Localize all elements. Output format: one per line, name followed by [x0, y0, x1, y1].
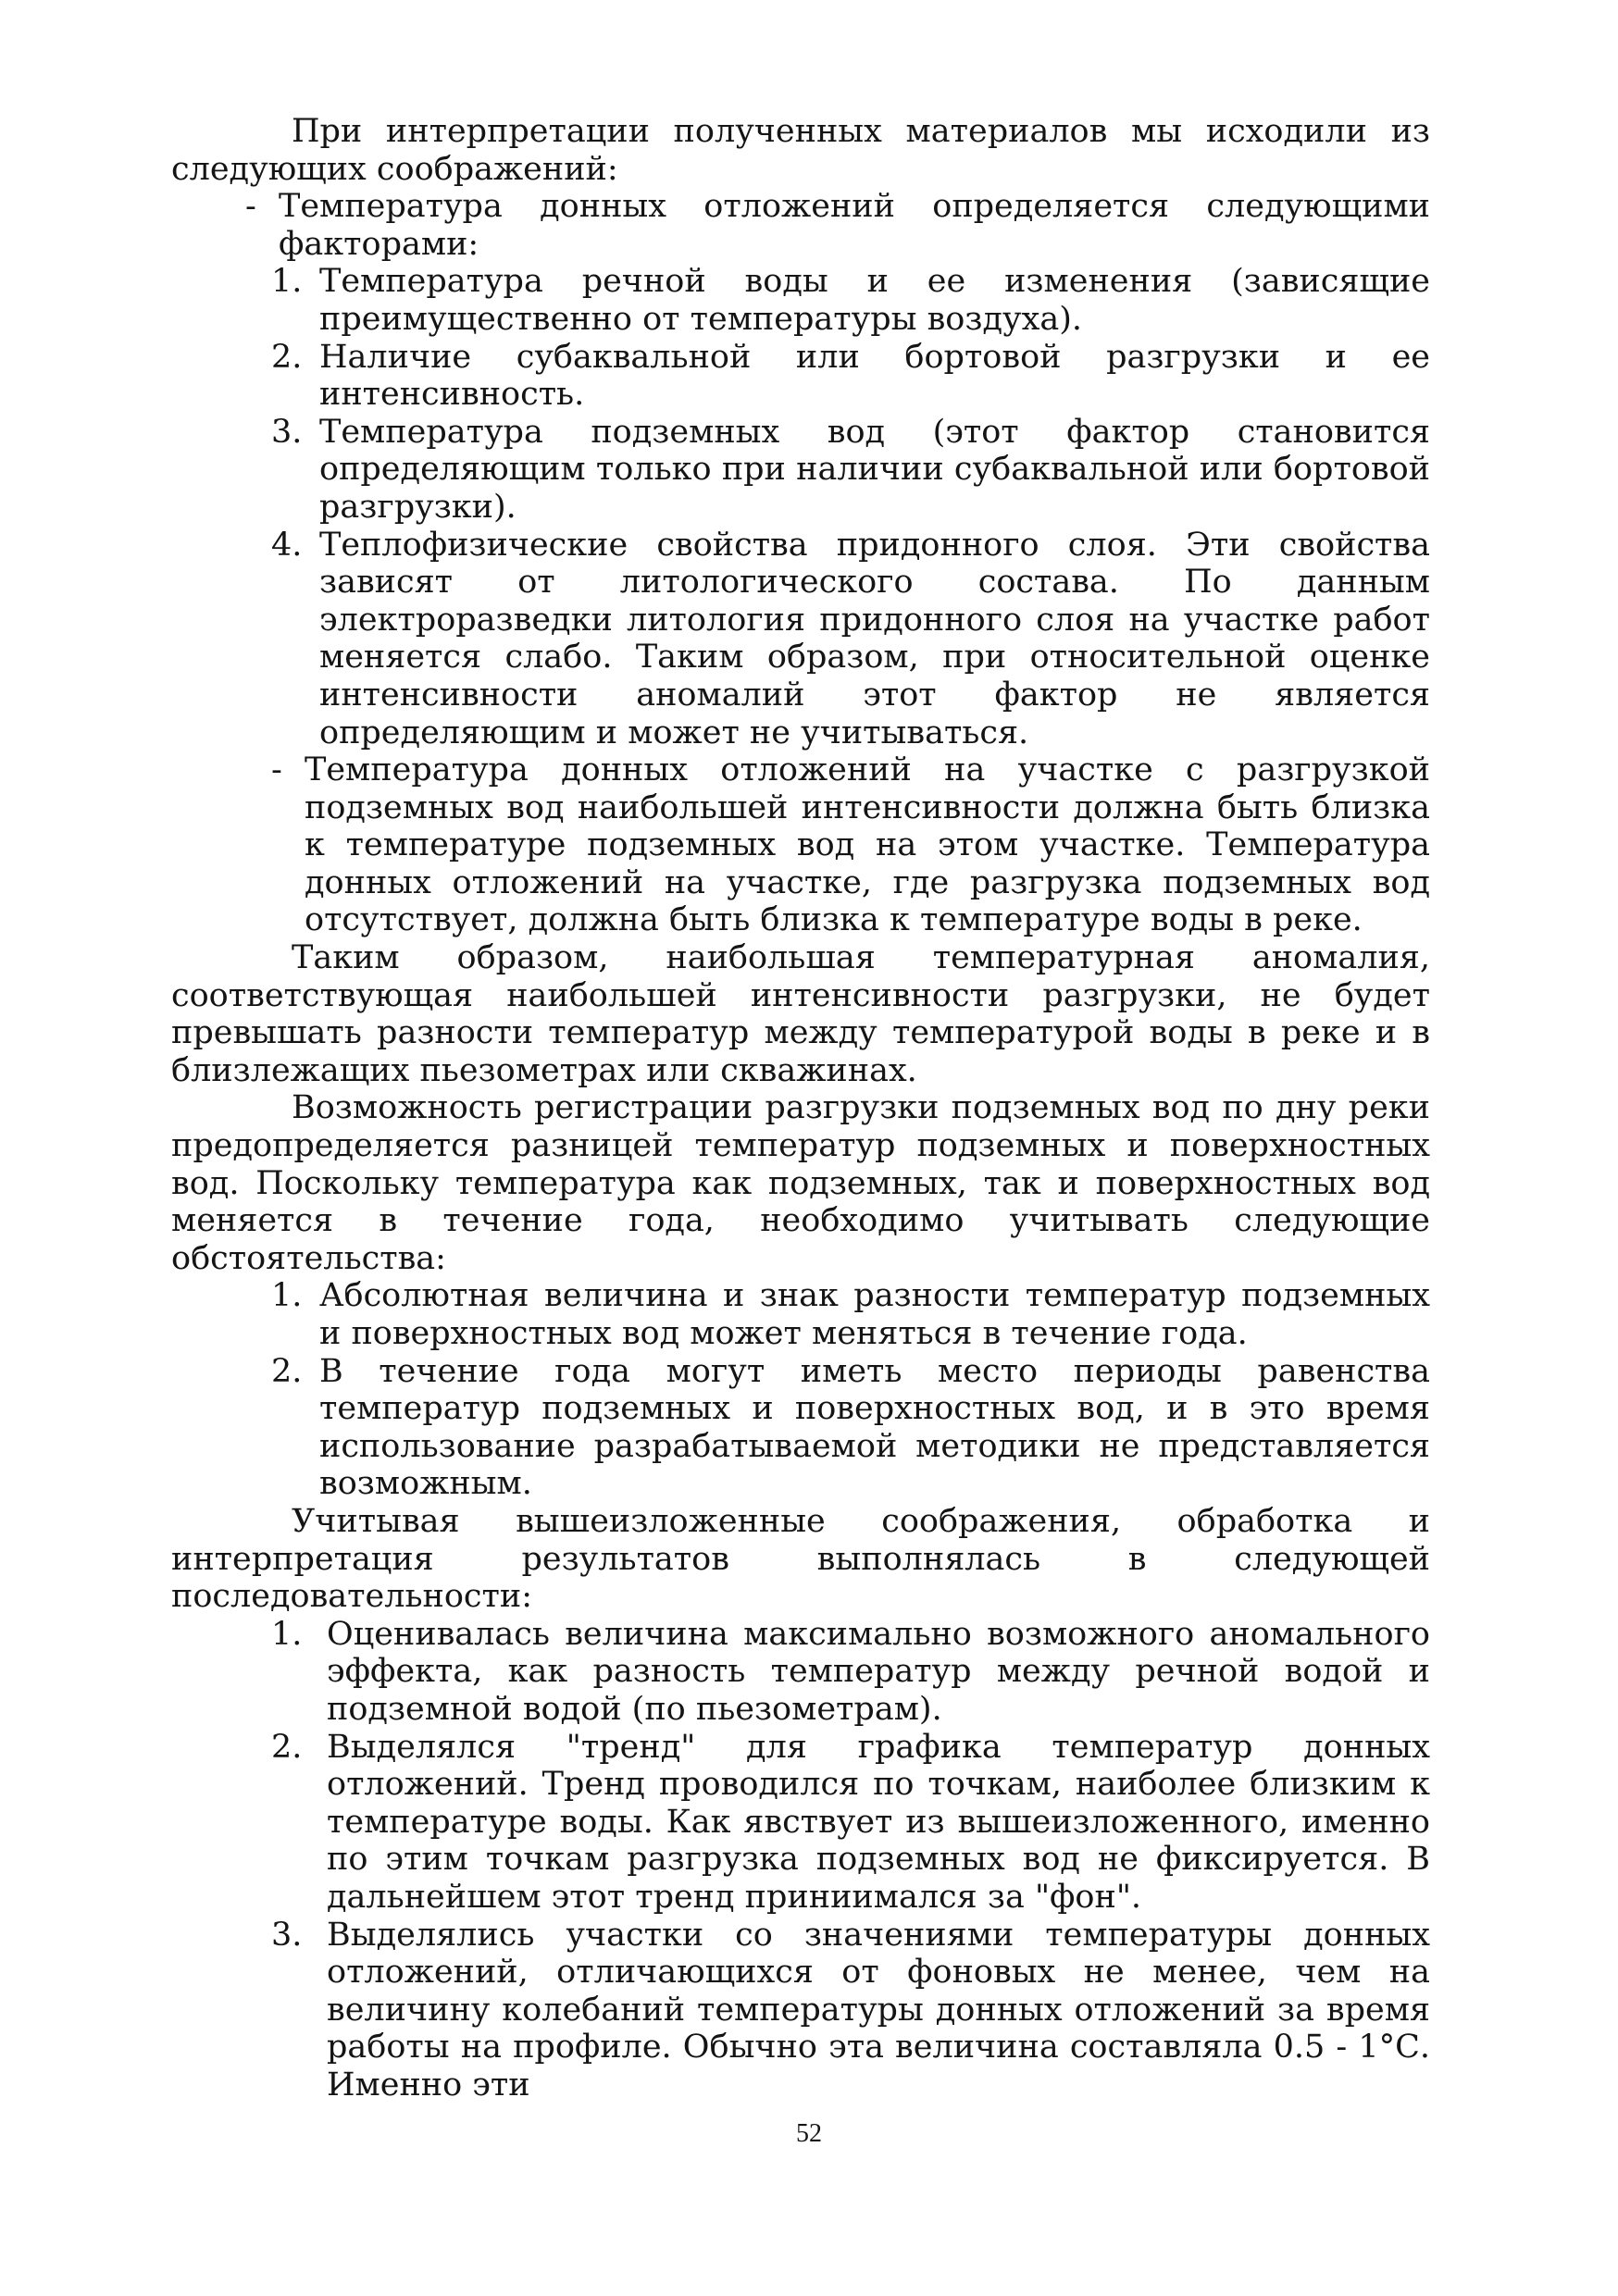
intro-paragraph: При интерпретации полученных материалов мы исходили из следующих соображений: — [171, 113, 1430, 188]
factor-text: Теплофизические свойства придонного слоя. Эти свойства зависят от литологического состава. По данным электроразведки литология придонного слоя на участке работ меняется слабо. Таким образом, при относительной оценке интенсивности аномалий этот фактор не является определяющим и может не учитываться. — [319, 526, 1430, 751]
step-text: Выделялись участки со значениями температуры донных отложений, отличающихся от фоновых не менее, чем на величину колебаний температуры донных отложений за время работы на профиле. Обычно эта величина составляла 0.5 - 1°С. Именно эти — [327, 1916, 1430, 2104]
text-column — [171, 113, 1430, 2104]
step-item — [171, 1917, 1430, 2104]
circumstance-text: В течение года могут иметь место периоды равенства температур подземных и поверхностных вод, и в это время использование разрабатываемой методики не представляется возможным. — [319, 1352, 1430, 1503]
circumstance-number: 1. — [271, 1277, 303, 1315]
page-number: 52 — [796, 2119, 822, 2148]
first-point-text: Температура донных отложений определяется следующими факторами: — [279, 188, 1430, 263]
factor-number: 3. — [271, 413, 303, 451]
step-number: 2. — [271, 1728, 303, 1766]
step-text: Выделялся "тренд" для графика температур донных отложений. Тренд проводился по точкам, наиболее близким к температуре воды. Как явствует из вышеизложенного, именно по этим точкам разгрузка подземных вод не фиксируется. В дальнейшем этот тренд приниимался за "фон". — [327, 1728, 1430, 1916]
factor-number: 2. — [271, 338, 303, 376]
processing-paragraph: Учитывая вышеизложенные соображения, обработка и интерпретация результатов выполнялась в следующей последовательности: — [171, 1502, 1430, 1616]
circumstance-item — [171, 1277, 1430, 1352]
factor-number: 4. — [271, 526, 303, 564]
factor-text: Наличие субаквальной или бортовой разгрузки и ее интенсивность. — [319, 338, 1430, 414]
anomaly-paragraph: Таким образом, наибольшая температурная аномалия, соответствующая наибольшей интенсивности разгрузки, не будет превышать разности температур между температурой воды в реке и в близлежащих пьезометрах или скважинах. — [171, 939, 1430, 1089]
step-number: 3. — [271, 1916, 303, 1954]
second-point-text: Температура донных отложений на участке с разгрузкой подземных вод наибольшей интенсивности должна быть близка к температуре подземных вод на этом участке. Температура донных отложений на участке, где разгрузка подземных вод отсутствует, должна быть близка к температуре воды в реке. — [305, 751, 1430, 939]
registration-paragraph: Возможность регистрации разгрузки подземных вод по дну реки предопределяется разницей температур подземных и поверхностных вод. Поскольку температура как подземных, так и поверхностных вод меняется в течение года, необходимо учитывать следующие обстоятельства: — [171, 1089, 1430, 1277]
first-point — [171, 188, 1430, 263]
factor-text: Температура подземных вод (этот фактор становится определяющим только при наличии субаквальной или бортовой разгрузки). — [319, 413, 1430, 526]
dash-marker: - — [271, 751, 282, 789]
circumstance-number: 2. — [271, 1352, 303, 1390]
factor-item — [171, 414, 1430, 527]
dash-marker: - — [245, 188, 256, 226]
step-item — [171, 1729, 1430, 1917]
factor-item — [171, 263, 1430, 338]
factor-item — [171, 339, 1430, 414]
circumstance-item — [171, 1353, 1430, 1503]
factor-text: Температура речной воды и ее изменения (зависящие преимущественно от температуры воздуха). — [319, 263, 1430, 338]
factor-item — [171, 527, 1430, 752]
step-item — [171, 1616, 1430, 1729]
step-text: Оценивалась величина максимально возможного аномального эффекта, как разность температур между речной водой и подземной водой (по пьезометрам). — [327, 1615, 1430, 1728]
step-number: 1. — [271, 1615, 303, 1653]
circumstance-text: Абсолютная величина и знак разности температур подземных и поверхностных вод может меняться в течение года. — [319, 1277, 1430, 1352]
factor-number: 1. — [271, 263, 303, 301]
second-point — [171, 751, 1430, 939]
